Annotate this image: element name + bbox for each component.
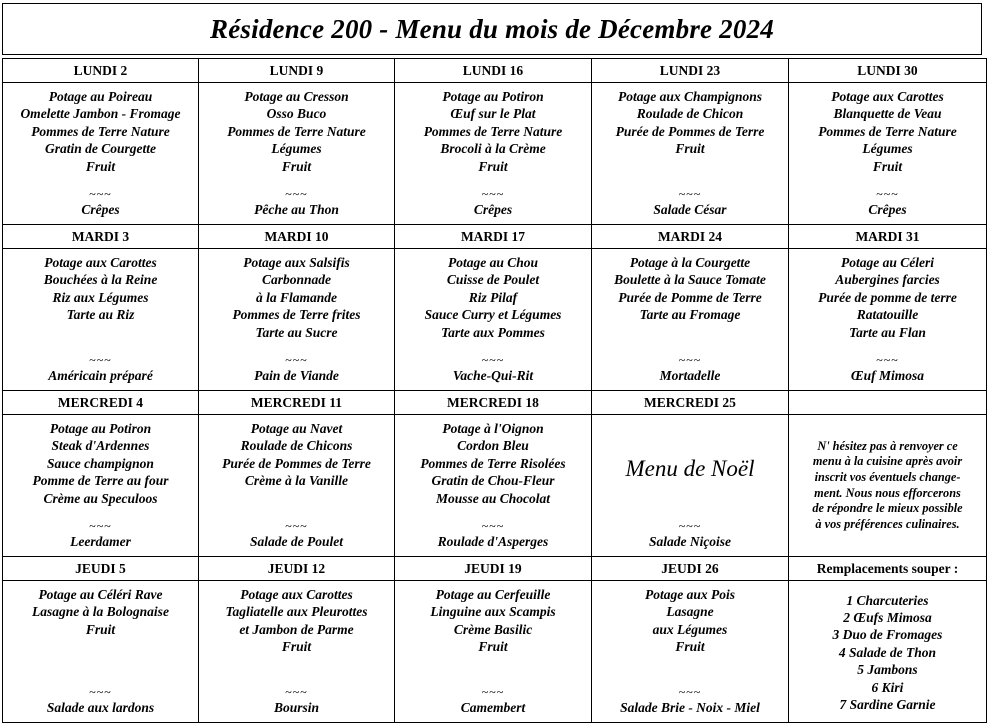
supper-block: [594, 187, 786, 222]
day-cell: [199, 83, 395, 225]
note-line: N' hésitez pas à renvoyer ce: [817, 438, 958, 453]
dish-item: Bouchées à la Reine: [43, 272, 158, 288]
separator: ~~~: [89, 186, 112, 201]
supper-block: [201, 519, 392, 554]
dish-item: Fruit: [85, 158, 116, 174]
day-header: MARDI 24: [592, 225, 789, 249]
separator: ~~~: [89, 352, 112, 367]
dish-list: [201, 420, 392, 490]
dish-item: Cordon Bleu: [457, 438, 529, 454]
dish-list: [594, 88, 786, 158]
christmas-menu-title: Menu de Noël: [625, 456, 755, 481]
day-header: MERCREDI 18: [395, 391, 592, 415]
dish-item: Ratatouille: [856, 307, 919, 323]
day-cell: [395, 581, 592, 723]
dish-item: Potage au Cresson: [244, 89, 349, 104]
dish-item: Omelette Jambon - Fromage: [20, 106, 181, 122]
day-cell: [592, 249, 789, 391]
supper-item: Vache-Qui-Rit: [452, 367, 534, 383]
day-menu: [592, 85, 788, 222]
day-cell: [789, 83, 987, 225]
dish-item: Purée de pomme de terre: [818, 289, 957, 305]
dish-list: [5, 88, 196, 175]
dish-item: Tarte au Fromage: [639, 307, 741, 323]
day-cell: [199, 581, 395, 723]
day-cell: [789, 581, 987, 723]
dish-item: à la Flamande: [255, 289, 337, 305]
supper-item: Salade de Poulet: [250, 533, 343, 549]
dish-list: [397, 254, 589, 341]
dish-item: Linguine aux Scampis: [430, 604, 556, 620]
separator: ~~~: [481, 186, 505, 201]
separator: ~~~: [285, 518, 308, 533]
day-header: MERCREDI 25: [592, 391, 789, 415]
dish-item: Pommes de Terre Nature: [31, 123, 170, 139]
separator: ~~~: [678, 518, 702, 533]
dish-item: Fruit: [872, 158, 903, 174]
dish-item: Blanquette de Veau: [833, 106, 942, 122]
dish-item: Potage à la Courgette: [629, 255, 751, 270]
note-line: inscrit vos éventuels change-: [814, 469, 961, 484]
dish-item: Potage aux Champignons: [617, 89, 763, 104]
supper-block: [201, 353, 392, 388]
dish-item: Purée de Pomme de Terre: [618, 289, 762, 305]
supper-block: [594, 685, 786, 720]
day-menu: [199, 417, 394, 554]
day-menu: [592, 251, 788, 388]
supper-item: Pêche au Thon: [254, 201, 339, 217]
dish-item: Brocoli à la Crème: [440, 141, 546, 157]
day-header: JEUDI 5: [3, 557, 199, 581]
day-header: MARDI 10: [199, 225, 395, 249]
day-menu: [592, 583, 788, 720]
grid-body: [3, 59, 987, 723]
dish-item: Roulade de Chicons: [240, 438, 353, 454]
day-header-row: [3, 59, 987, 83]
replacement-item: 2 Œufs Mimosa: [843, 609, 932, 625]
supper-item: Salade Niçoise: [648, 533, 732, 549]
supper-block: [791, 353, 984, 388]
replacement-item: 1 Charcuteries: [846, 592, 929, 608]
info-note: [789, 439, 986, 533]
dish-item: Lasagne: [666, 604, 714, 620]
dish-list: [5, 586, 196, 638]
dish-item: Potage à l'Oignon: [442, 421, 544, 436]
dish-item: Gratin de Chou-Fleur: [431, 473, 555, 489]
supper-item: Leerdamer: [70, 533, 131, 549]
supper-block: [397, 685, 589, 720]
replacements-list: [789, 590, 986, 714]
dish-item: Potage au Poireau: [48, 89, 153, 104]
day-cell: [3, 581, 199, 723]
note-line: à vos préférences culinaires.: [815, 516, 960, 531]
day-header: MARDI 31: [789, 225, 987, 249]
day-cell: [395, 415, 592, 557]
supper-item: Salade César: [653, 201, 727, 217]
dish-item: Riz Pilaf: [468, 289, 518, 305]
day-menu: [3, 85, 198, 222]
supper-block: [397, 187, 589, 222]
dish-item: Pommes de Terre Nature: [227, 123, 366, 139]
dish-item: Tarte aux Pommes: [441, 324, 545, 340]
dish-item: Aubergines farcies: [835, 272, 940, 288]
supper-item: Crêpes: [473, 201, 513, 217]
day-menu: [199, 583, 394, 720]
supper-item: Boursin: [273, 699, 320, 715]
supper-block: [201, 187, 392, 222]
supper-item: Américain préparé: [48, 367, 153, 383]
dish-list: [201, 586, 392, 656]
day-menu: [3, 583, 198, 720]
day-cell: [199, 415, 395, 557]
dish-item: Potage au Navet: [250, 421, 343, 436]
supper-block: [5, 187, 196, 222]
dish-item: Purée de Pommes de Terre: [615, 123, 765, 139]
dish-item: Fruit: [281, 158, 312, 174]
dish-list: [397, 420, 589, 507]
day-header-row: [3, 225, 987, 249]
day-cell: [3, 249, 199, 391]
supper-item: Mortadelle: [659, 367, 721, 383]
dish-list: [397, 586, 589, 656]
day-header-row: [3, 557, 987, 581]
day-menu: [3, 251, 198, 388]
day-header-row: [3, 391, 987, 415]
note-line: ment. Nous nous efforcerons: [814, 485, 961, 500]
day-menu: [789, 85, 986, 222]
day-menu: [395, 583, 591, 720]
dish-item: Pommes de Terre frites: [232, 307, 361, 323]
separator: ~~~: [678, 186, 702, 201]
dish-item: Potage aux Carottes: [831, 89, 944, 104]
day-menu: [395, 251, 591, 388]
dish-item: Fruit: [675, 141, 705, 157]
supper-item: Salade aux lardons: [46, 699, 155, 715]
day-cell: [3, 415, 199, 557]
dish-item: Fruit: [85, 621, 116, 637]
dish-item: Cuisse de Poulet: [446, 272, 540, 288]
day-header: [789, 391, 987, 415]
dish-item: Tarte au Riz: [66, 307, 135, 323]
day-header: JEUDI 19: [395, 557, 592, 581]
dish-item: aux Légumes: [652, 621, 728, 637]
dish-item: Potage aux Pois: [645, 587, 735, 602]
dish-item: Potage au Potiron: [442, 89, 544, 104]
replacements-header: Remplacements souper :: [789, 557, 987, 581]
dish-item: Tarte au Flan: [849, 324, 926, 340]
separator: ~~~: [678, 684, 702, 699]
dish-item: Pommes de Terre Nature: [818, 123, 957, 139]
dish-item: Mousse au Chocolat: [435, 490, 551, 506]
dish-item: Légumes: [271, 141, 322, 157]
separator: ~~~: [89, 518, 112, 533]
dish-item: Fruit: [478, 158, 508, 174]
supper-item: Roulade d'Asperges: [437, 533, 549, 549]
dish-item: Potage au Céléri Rave: [38, 587, 163, 602]
day-header: LUNDI 2: [3, 59, 199, 83]
replacement-item: 3 Duo de Fromages: [832, 627, 943, 643]
christmas-menu: [592, 417, 788, 554]
dish-item: Potage au Céleri: [841, 255, 934, 270]
dish-item: Pommes de Terre Nature: [423, 123, 563, 139]
dish-item: Potage au Cerfeuille: [435, 587, 551, 602]
day-menu: [789, 251, 986, 388]
supper-item: Crêpes: [868, 201, 907, 217]
dish-list: [5, 254, 196, 324]
separator: ~~~: [678, 352, 702, 367]
page-title: Résidence 200 - Menu du mois de Décembre 2024: [210, 13, 774, 44]
supper-block: [397, 519, 589, 554]
dish-list: [397, 88, 589, 175]
dish-item: Légumes: [862, 141, 913, 157]
title-box: [2, 3, 982, 55]
dish-list: [201, 254, 392, 341]
dish-list: [791, 88, 984, 175]
supper-block: [5, 353, 196, 388]
supper-block: [397, 353, 589, 388]
day-header: JEUDI 26: [592, 557, 789, 581]
replacement-item: 7 Sardine Garnie: [839, 697, 936, 713]
dish-item: Roulade de Chicon: [636, 106, 744, 122]
dish-item: Crème Basilic: [453, 621, 533, 637]
note-line: menu à la cuisine après avoir: [812, 454, 963, 469]
dish-item: Potage au Potiron: [49, 421, 152, 436]
dish-item: Sauce Curry et Légumes: [424, 307, 562, 323]
replacement-item: 4 Salade de Thon: [838, 644, 937, 660]
day-cell: [592, 83, 789, 225]
dish-item: Carbonnade: [261, 272, 332, 288]
dish-item: Crème à la Vanille: [244, 473, 349, 489]
day-cell: [592, 415, 789, 557]
separator: ~~~: [481, 518, 505, 533]
dish-item: Potage au Chou: [447, 255, 539, 270]
supper-item: Œuf Mimosa: [850, 367, 925, 383]
day-header: LUNDI 9: [199, 59, 395, 83]
day-header: JEUDI 12: [199, 557, 395, 581]
separator: ~~~: [481, 684, 505, 699]
dish-item: Potage aux Carottes: [44, 255, 157, 270]
dish-item: Riz aux Légumes: [52, 289, 149, 305]
dish-item: Pomme de Terre au four: [32, 473, 169, 489]
dish-item: et Jambon de Parme: [239, 621, 354, 637]
dish-item: Gratin de Courgette: [44, 141, 156, 157]
day-menu: [199, 251, 394, 388]
day-menu: [3, 417, 198, 554]
supper-block: [594, 519, 786, 554]
note-line: de répondre le mieux possible: [812, 501, 963, 516]
separator: ~~~: [285, 186, 308, 201]
dish-list: [5, 420, 196, 507]
replacement-item: 6 Kiri: [871, 679, 904, 695]
dish-item: Fruit: [675, 639, 705, 655]
day-menu: [395, 417, 591, 554]
day-cell: [395, 249, 592, 391]
day-cell: [789, 249, 987, 391]
dish-item: Crème au Speculoos: [43, 490, 158, 506]
supper-block: [594, 353, 786, 388]
separator: ~~~: [876, 352, 899, 367]
dish-list: [594, 254, 786, 324]
menu-grid: [2, 58, 987, 723]
dish-item: Steak d'Ardennes: [51, 438, 150, 454]
day-menu-row: [3, 83, 987, 225]
separator: ~~~: [481, 352, 505, 367]
day-cell: [592, 581, 789, 723]
dish-list: [791, 254, 984, 341]
dish-item: Œuf sur le Plat: [450, 106, 536, 122]
dish-item: Fruit: [478, 639, 508, 655]
day-header: LUNDI 16: [395, 59, 592, 83]
separator: ~~~: [285, 684, 308, 699]
dish-list: [594, 586, 786, 656]
separator: ~~~: [89, 684, 112, 699]
dish-item: Tagliatelle aux Pleurottes: [225, 604, 368, 620]
dish-item: Lasagne à la Bolognaise: [32, 604, 169, 620]
supper-block: [5, 685, 196, 720]
dish-item: Tarte au Sucre: [255, 324, 338, 340]
dish-item: Pommes de Terre Risolées: [420, 455, 566, 471]
dish-item: Fruit: [281, 639, 312, 655]
day-cell: [395, 83, 592, 225]
dish-item: Osso Buco: [266, 106, 327, 122]
day-menu-row: [3, 415, 987, 557]
supper-item: Pain de Viande: [254, 367, 339, 383]
supper-block: [5, 519, 196, 554]
separator: ~~~: [285, 352, 308, 367]
supper-item: Salade Brie - Noix - Miel: [620, 699, 760, 715]
dish-item: Sauce champignon: [47, 455, 154, 471]
day-header: MARDI 3: [3, 225, 199, 249]
dish-item: Potage aux Salsifis: [243, 255, 350, 270]
replacement-item: 5 Jambons: [857, 662, 918, 678]
day-menu-row: [3, 581, 987, 723]
day-header: MERCREDI 11: [199, 391, 395, 415]
dish-item: Boulette à la Sauce Tomate: [614, 272, 766, 288]
supper-item: Crêpes: [81, 201, 120, 217]
dish-item: Purée de Pommes de Terre: [222, 455, 371, 471]
day-header: MARDI 17: [395, 225, 592, 249]
day-menu: [395, 85, 591, 222]
day-cell: [199, 249, 395, 391]
dish-item: Potage aux Carottes: [240, 587, 353, 602]
day-cell: [789, 415, 987, 557]
dish-list: [201, 88, 392, 175]
day-header: LUNDI 30: [789, 59, 987, 83]
supper-block: [791, 187, 984, 222]
day-header: MERCREDI 4: [3, 391, 199, 415]
separator: ~~~: [876, 186, 899, 201]
day-menu: [199, 85, 394, 222]
supper-block: [201, 685, 392, 720]
day-cell: [3, 83, 199, 225]
supper-item: Camembert: [460, 699, 526, 715]
day-menu-row: [3, 249, 987, 391]
day-header: LUNDI 23: [592, 59, 789, 83]
